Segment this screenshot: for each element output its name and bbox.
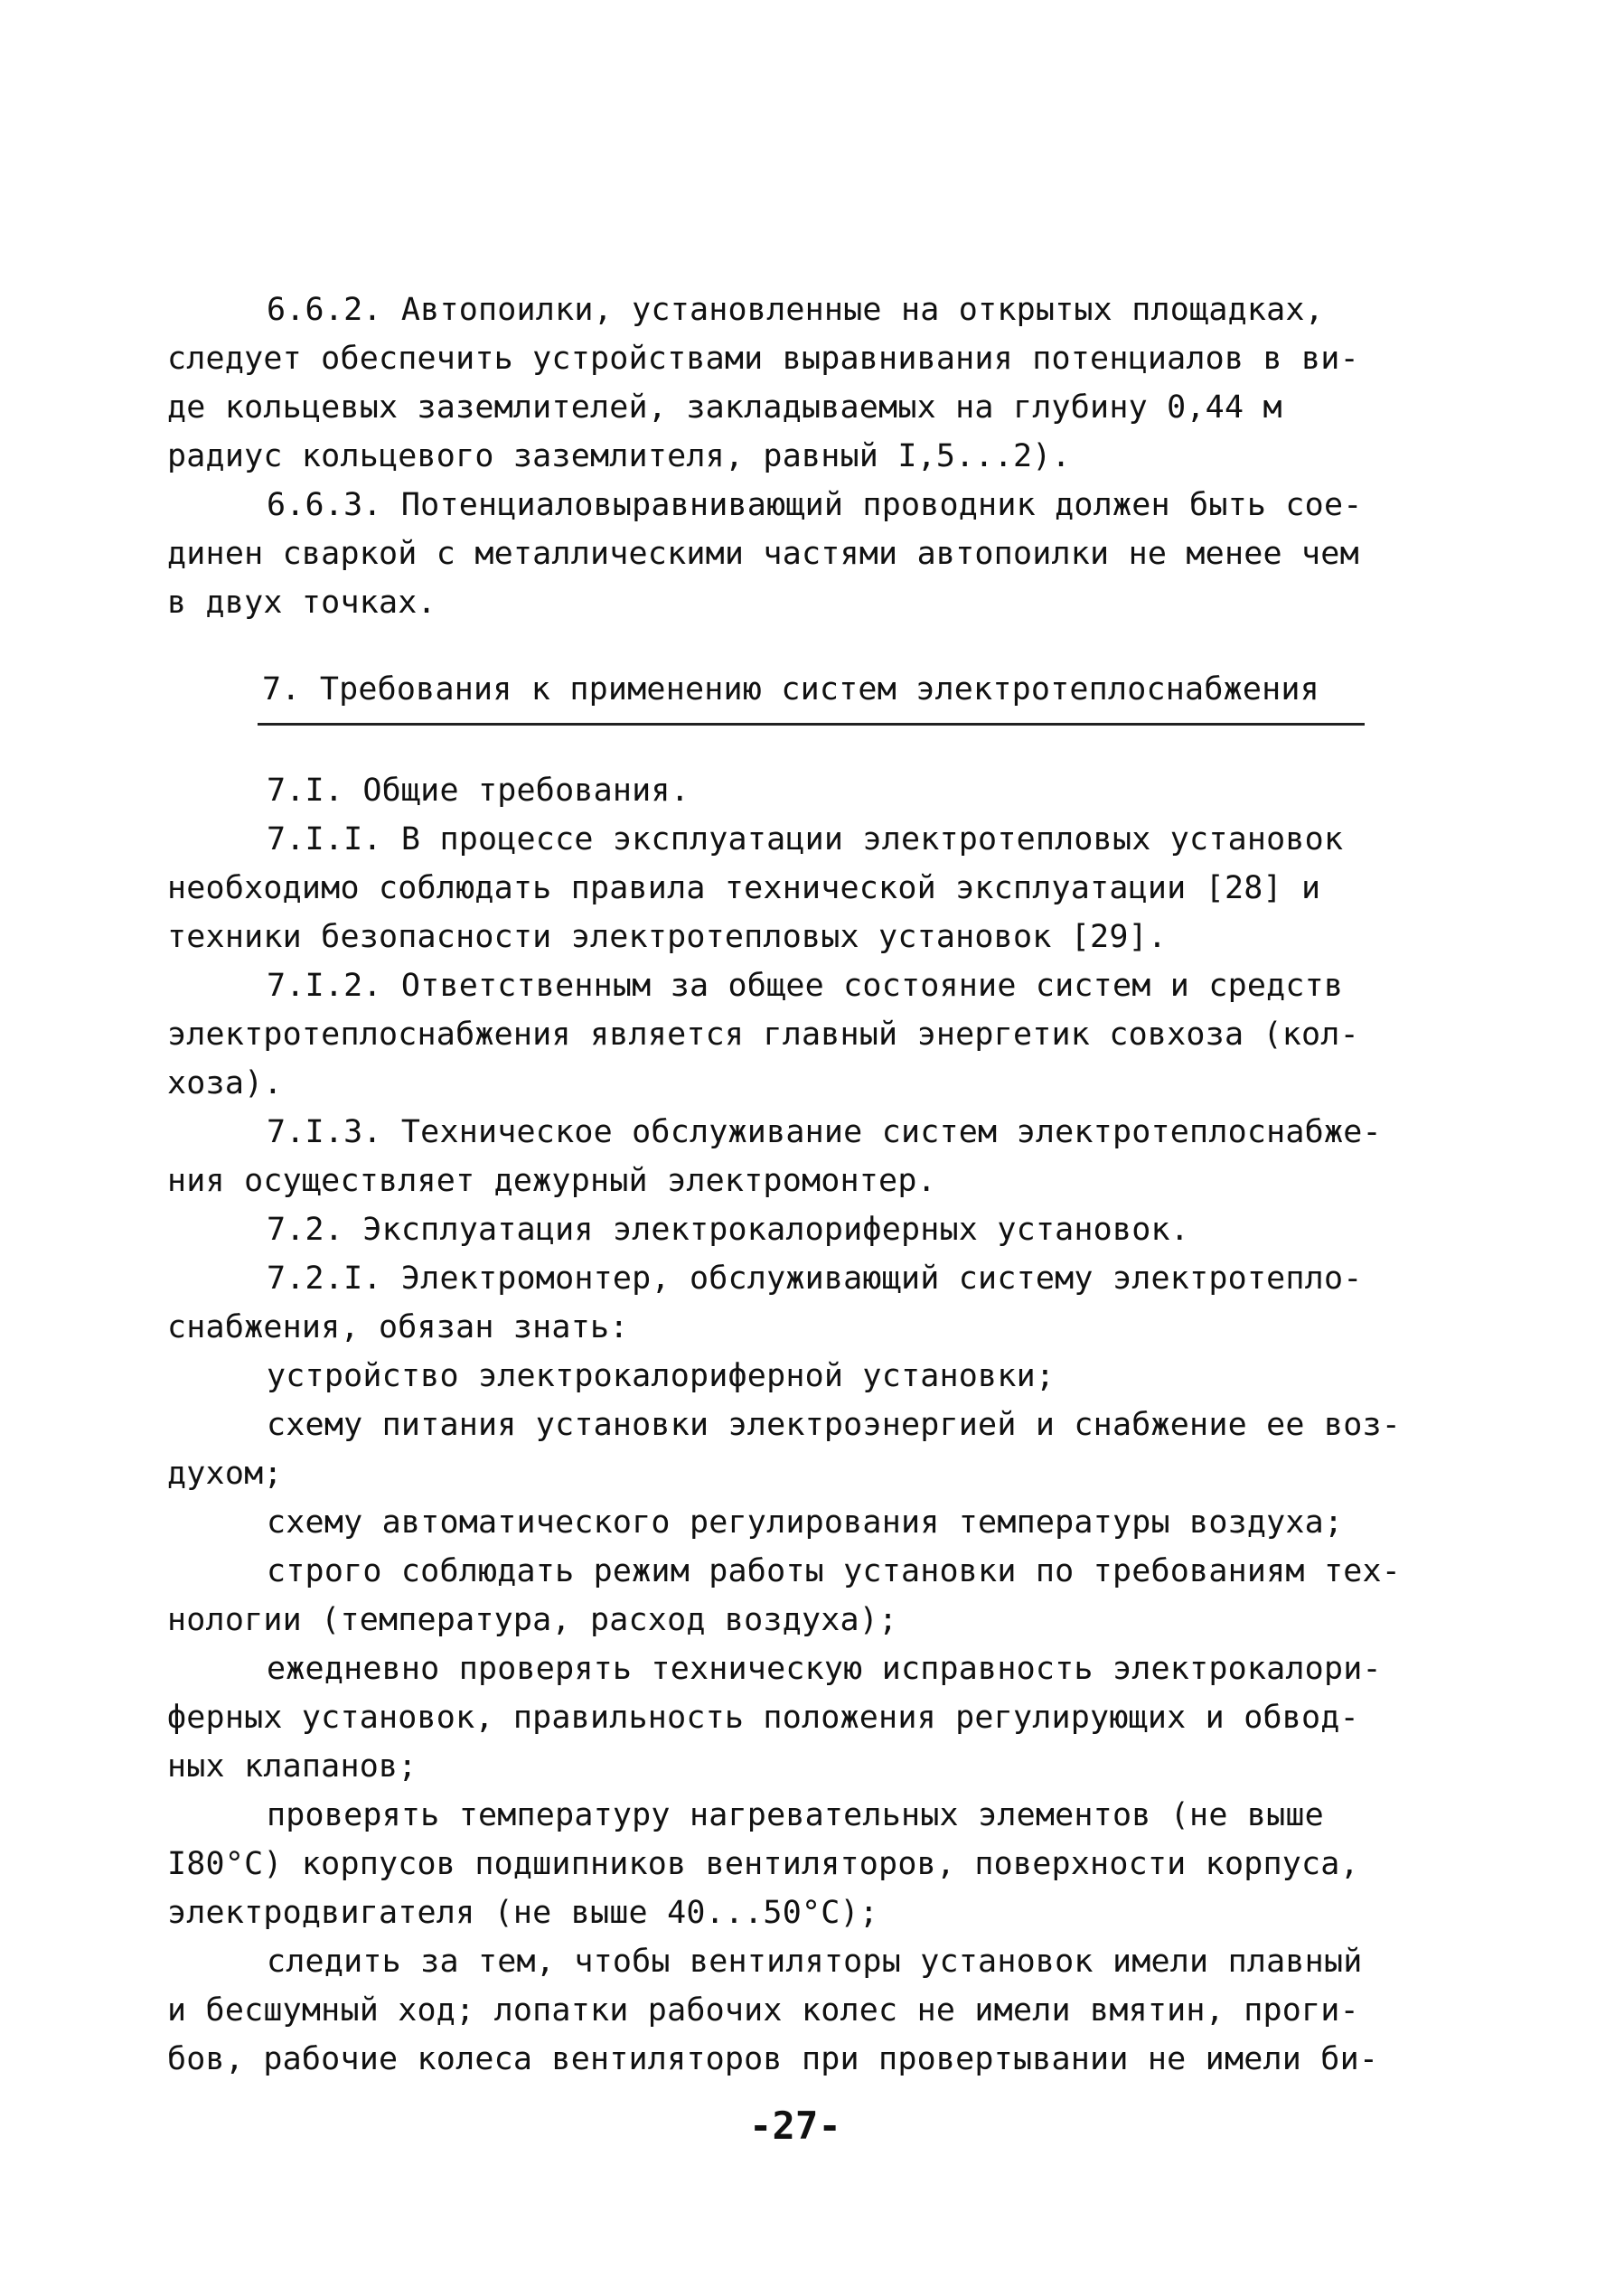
section-heading: 7. Требования к применению систем электротеплоснабжения	[262, 671, 1319, 708]
text-line: ферных установок, правильность положения регулирующих и обвод-	[167, 1700, 1359, 1736]
text-line: динен сваркой с металлическими частями автопоилки не менее чем	[167, 536, 1359, 572]
text-line: устройство электрокалориферной установки;	[267, 1358, 1056, 1394]
page-number: -27-	[749, 2104, 841, 2148]
text-line: схему питания установки электроэнергией и снабжение ее воз-	[267, 1407, 1402, 1443]
text-line: 7.I.3. Техническое обслуживание систем электротеплоснабже-	[267, 1114, 1382, 1150]
text-line: 7.I. Общие требования.	[267, 773, 690, 809]
text-line: 6.6.3. Потенциаловыравнивающий проводник должен быть сое-	[267, 487, 1363, 523]
text-line: бов, рабочие колеса вентиляторов при провертывании не имели би-	[167, 2041, 1379, 2077]
text-line: I80°С) корпусов подшипников вентиляторов, поверхности корпуса,	[167, 1846, 1359, 1882]
text-line: хоза).	[167, 1065, 283, 1101]
text-line: 7.I.2. Ответственным за общее состояние систем и средств	[267, 968, 1344, 1004]
text-line: снабжения, обязан знать:	[167, 1309, 629, 1345]
text-line: следует обеспечить устройствами выравнивания потенциалов в ви-	[167, 341, 1359, 377]
text-line: строго соблюдать режим работы установки по требованиям тех-	[267, 1553, 1402, 1589]
text-line: ных клапанов;	[167, 1748, 418, 1785]
text-line: и бесшумный ход; лопатки рабочих колес не имели вмятин, проги-	[167, 1992, 1359, 2029]
text-line: схему автоматического регулирования температуры воздуха;	[267, 1504, 1344, 1541]
text-line: техники безопасности электротепловых установок [29].	[167, 919, 1168, 955]
text-line: 7.2.I. Электромонтер, обслуживающий систему электротепло-	[267, 1260, 1363, 1297]
text-line: следить за тем, чтобы вентиляторы установок имели плавный	[267, 1944, 1363, 1980]
text-line: в двух точках.	[167, 585, 437, 621]
text-line: 7.I.I. В процессе эксплуатации электротепловых установок	[267, 821, 1344, 857]
text-line: ния осуществляет дежурный электромонтер.	[167, 1163, 936, 1199]
text-line: нологии (температура, расход воздуха);	[167, 1602, 898, 1638]
heading-underline	[258, 723, 1365, 726]
text-line: духом;	[167, 1456, 283, 1492]
text-line: проверять температуру нагревательных элементов (не выше	[267, 1797, 1324, 1833]
text-line: де кольцевых заземлителей, закладываемых на глубину 0,44 м	[167, 389, 1282, 426]
text-line: 7.2. Эксплуатация электрокалориферных установок.	[267, 1212, 1190, 1248]
text-line: 6.6.2. Автопоилки, установленные на открытых площадках,	[267, 292, 1324, 328]
text-line: электротеплоснабжения является главный энергетик совхоза (кол-	[167, 1017, 1359, 1053]
text-line: необходимо соблюдать правила технической эксплуатации [28] и	[167, 870, 1321, 906]
text-line: электродвигателя (не выше 40...50°С);	[167, 1895, 879, 1931]
text-line: радиус кольцевого заземлителя, равный I,5...2).	[167, 438, 1071, 474]
text-line: ежедневно проверять техническую исправность электрокалори-	[267, 1651, 1382, 1687]
